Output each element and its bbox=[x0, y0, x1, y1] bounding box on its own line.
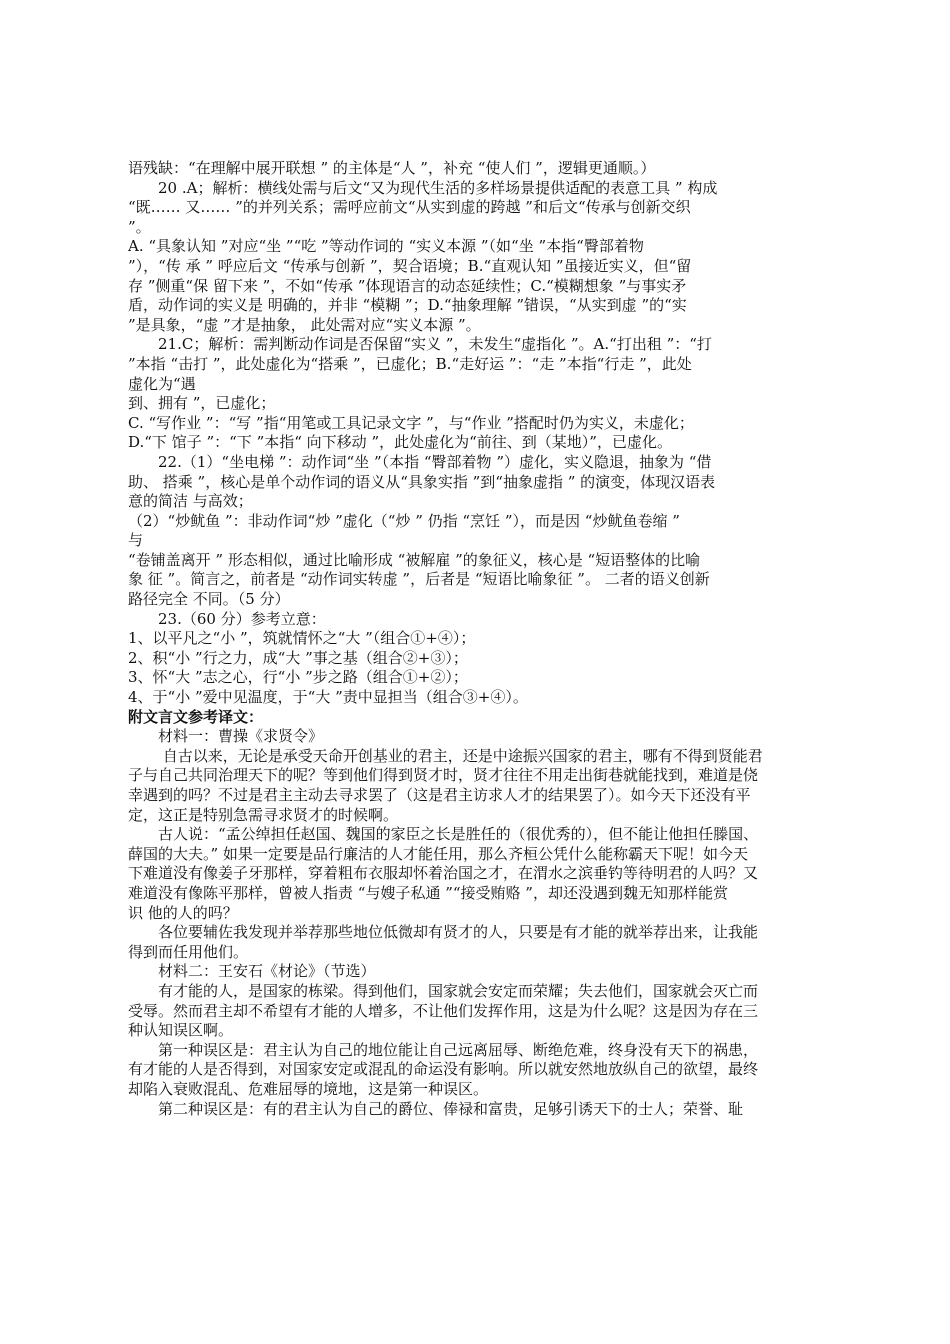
text-line: 第二种误区是：有的君主认为自己的爵位、俸禄和富贵，足够引诱天下的士人；荣誉、耻 bbox=[158, 1099, 744, 1118]
text-line: 子与自己共同治理天下的呢？等到他们得到贤才时，贤才往往不用走出街巷就能找到，难道是侥 bbox=[128, 766, 759, 785]
text-line: 助、 搭乘 ”，核心是单个动作词的语义从“具象实指 ”到“抽象虚指 ” 的演变，体现汉语表 bbox=[128, 472, 716, 491]
text-line: 21.C；解析：需判断动作词是否保留“实义 ”，未发生“虚指化 ”。A.“打出租 ”：“打 bbox=[158, 335, 712, 354]
text-line: 象 征 ”。简言之，前者是 “动作词实转虚 ”，后者是 “短语比喻象征 ”。 二者的语义创新 bbox=[128, 570, 710, 589]
text-line: 下难道没有像姜子牙那样，穿着粗布衣服却怀着治国之才，在渭水之滨垂钓等待明君的人吗？又 bbox=[128, 864, 759, 883]
text-line: （2）“炒鱿鱼 ”：非动作词“炒 ”虚化（“炒 ” 仍指 “烹饪 ”），而是因 “炒鱿鱼卷缩 ” bbox=[128, 511, 680, 530]
text-line: 盾，动作词的实义是 明确的，并非 “模糊 ”；D.“抽象理解 ”错误，“从实到虚 ”的“实 bbox=[128, 296, 687, 315]
text-line: ”是具象，“虚 ”才是抽象， 此处需对应“实义本源 ”。 bbox=[128, 315, 481, 334]
text-line: 到、拥有 ”，已虚化； bbox=[128, 394, 276, 413]
text-line: “卷铺盖离开 ” 形态相似，通过比喻形成 “被解雇 ”的象征义，核心是 “短语整体的比喻 bbox=[128, 550, 701, 569]
text-line: 难道没有像陈平那样，曾被人指责 “与嫂子私通 ”“接受贿赂 ”，却还没遇到魏无知那样能赏 bbox=[128, 883, 728, 902]
text-line: 得到而任用他们。 bbox=[128, 942, 249, 961]
text-line: 却陷入衰败混乱、危难屈辱的境地，这是第一种误区。 bbox=[128, 1079, 489, 1098]
text-line: 定，这正是特别急需寻求贤才的时候啊。 bbox=[128, 805, 399, 824]
text-line: 路径完全 不同。（5 分） bbox=[128, 590, 290, 609]
text-line: 存 ”侧重“保 留下来 ”，不如“传承 ”体现语言的动态延续性；C.“模糊想象 ”与事实矛 bbox=[128, 276, 687, 295]
text-line: D.“下 馆子 ”：“下 ”本指“ 向下移动 ”，此处虚化为“前往、到（某地）”，已虚化。 bbox=[128, 433, 672, 452]
section-heading: 附文言文参考译文： bbox=[128, 707, 264, 726]
text-line: 识 他的人的吗？ bbox=[128, 903, 238, 922]
text-line: A. “具象认知 ”对应“坐 ”“吃 ”等动作词的 “实义本源 ”（如“坐 ”本指“臀部着物 bbox=[128, 237, 644, 256]
text-line: 有才能的人是否得到，对国家安定或混乱的命运没有影响。所以就安然地放纵自己的欲望，最终 bbox=[128, 1060, 759, 1079]
text-line: ”本指 “击打 ”，此处虚化为“搭乘 ”，已虚化；B.“走好运 ”：“走 ”本指“行走 ”，此处 bbox=[128, 354, 692, 373]
text-line: “既…… 又…… ”的并列关系；需呼应前文“从实到虚的跨越 ”和后文“传承与创新交织 bbox=[128, 198, 691, 217]
text-line: 自古以来，无论是承受天命开创基业的君主，还是中途振兴国家的君主，哪有不得到贤能君 bbox=[158, 746, 763, 765]
text-line: 4、于“小 ”爱中见温度，于“大 ”责中显担当（组合③+④）。 bbox=[128, 688, 528, 707]
text-line: 材料一：曹操《求贤令》 bbox=[158, 727, 324, 746]
text-line: 1、以平凡之“小 ”，筑就情怀之“大 ”（组合①+④）； bbox=[128, 629, 476, 648]
text-line: 种认知误区啊。 bbox=[128, 1021, 234, 1040]
text-line: 2、积“小 ”行之力，成“大 ”事之基（组合②+③）； bbox=[128, 648, 468, 667]
text-line: 虚化为“遇 bbox=[128, 374, 196, 393]
text-line: 语残缺：“在理解中展开联想 ” 的主体是“人 ”，补充 “使人们 ”，逻辑更通顺。） bbox=[128, 159, 656, 177]
text-line: ”），“传 承 ” 呼应后文 “传承与创新 ”，契合语境；B.“直观认知 ”虽接近实义，但“留 bbox=[128, 256, 692, 275]
text-line: 第一种误区是：君主认为自己的地位能让自己远离屈辱、断绝危难，终身没有天下的祸患， bbox=[158, 1040, 759, 1059]
text-line: 22.（1）“坐电梯 ”：动作词“坐 ”（本指 “臀部着物 ”）虚化，实义隐退，抽象为 “借 bbox=[158, 452, 712, 471]
text-line: ”。 bbox=[128, 217, 151, 236]
document-page bbox=[128, 159, 828, 1119]
text-line: 3、怀“大 ”志之心，行“小 ”步之路（组合①+②）； bbox=[128, 668, 468, 687]
text-line: 各位要辅佐我发现并举荐那些地位低微却有贤才的人，只要是有才能的就举荐出来，让我能 bbox=[158, 923, 759, 942]
text-line: 意的简洁 与高效； bbox=[128, 492, 253, 511]
text-line: 23.（60 分）参考立意： bbox=[158, 609, 326, 628]
text-line: 古人说：“孟公绰担任赵国、魏国的家臣之长是胜任的（很优秀的），但不能让他担任滕国、 bbox=[158, 825, 759, 844]
text-line: 薛国的大夫。” 如果一定要是品行廉洁的人才能任用，那么齐桓公凭什么能称霸天下呢！如今天 bbox=[128, 844, 748, 863]
text-line: 20 .A；解析：横线处需与后文“又为现代生活的多样场景提供适配的表意工具 ” 构成 bbox=[158, 178, 718, 197]
text-line: 受辱。然而君主却不希望有才能的人增多，不让他们发挥作用，这是为什么呢？这是因为存在三 bbox=[128, 1001, 759, 1020]
text-line: 材料二：王安石《材论》（节选） bbox=[158, 962, 376, 981]
text-line: C. “写作业 ”：“写 ”指“用笔或工具记录文字 ”，与“作业 ”搭配时仍为实义，未虚化； bbox=[128, 413, 694, 432]
text-line: 有才能的人，是国家的栋梁。得到他们，国家就会安定而荣耀；失去他们，国家就会灭亡而 bbox=[158, 981, 759, 1000]
text-line: 幸遇到的吗？不过是君主主动去寻求罢了（这是君主访求人才的结果罢了）。如今天下还没有平 bbox=[128, 786, 751, 804]
text-line: 与 bbox=[128, 531, 144, 550]
